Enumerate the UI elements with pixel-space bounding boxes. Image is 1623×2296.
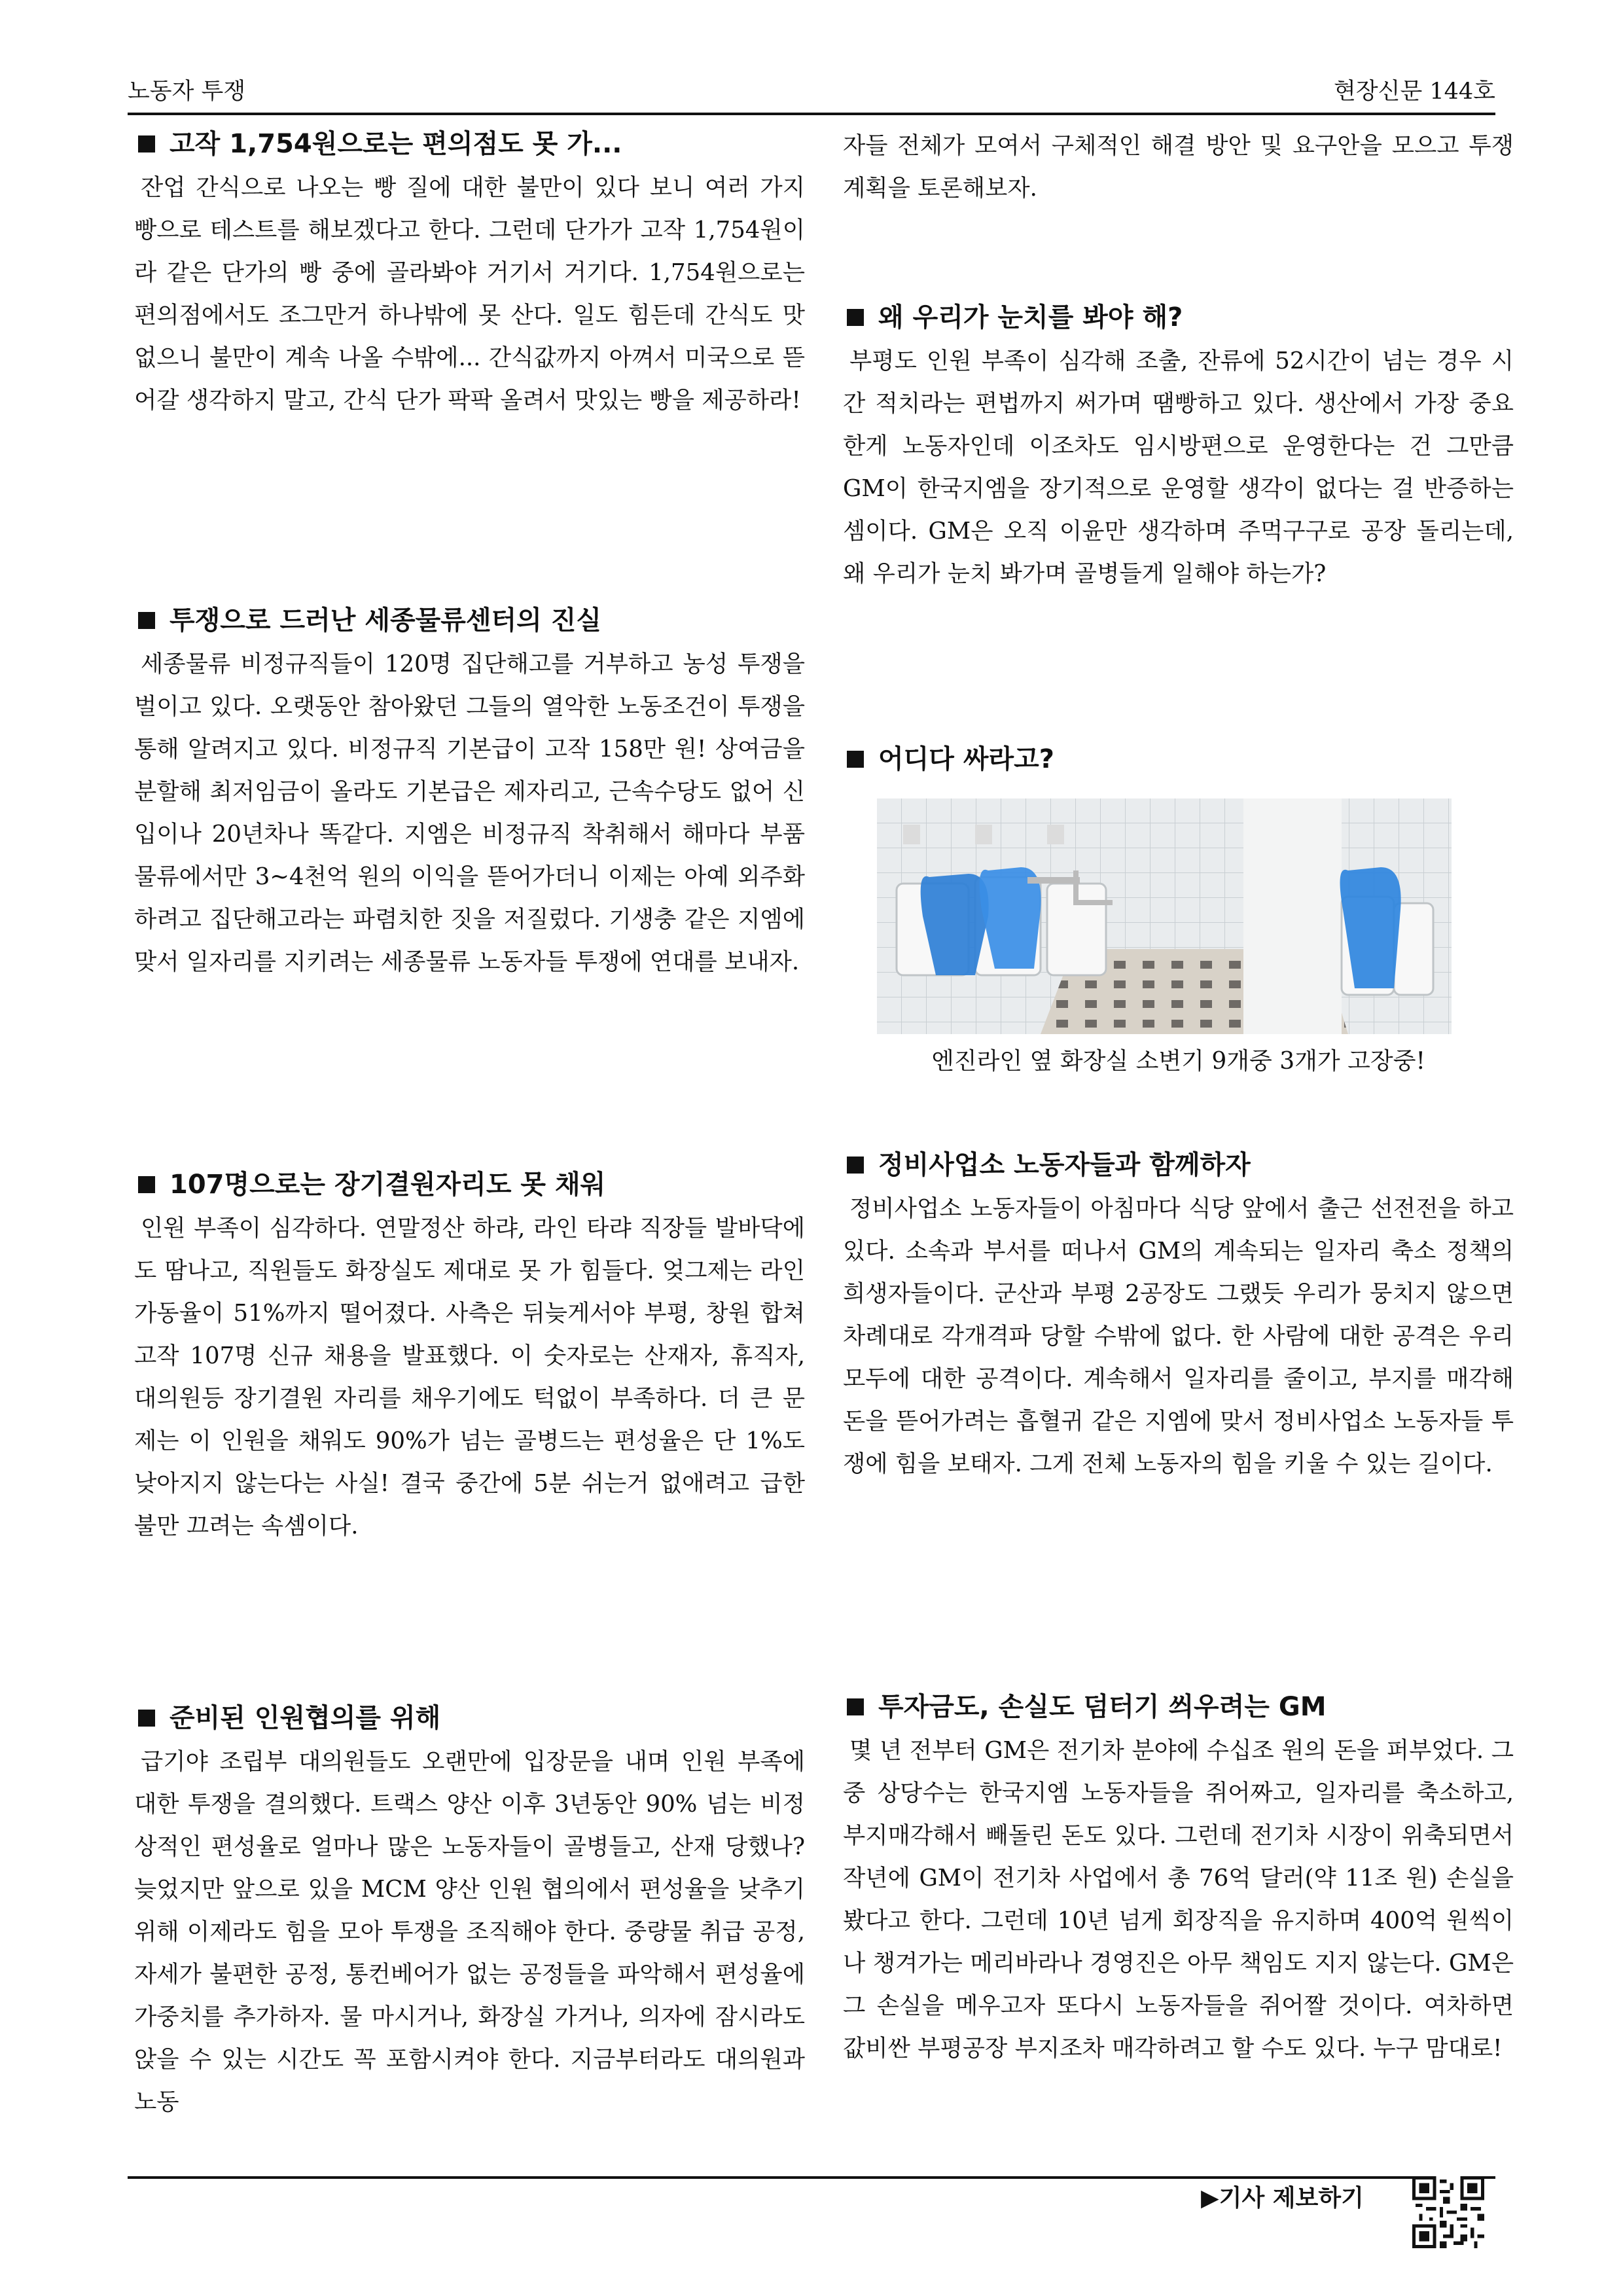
article-title: 107명으로는 장기결원자리도 못 채워 xyxy=(134,1165,805,1204)
bullet-square-icon xyxy=(138,135,155,152)
article-body: 부평도 인원 부족이 심각해 조출, 잔류에 52시간이 넘는 경우 시간 적치라는 편법까지 써가며 땜빵하고 있다. 생산에서 가장 중요한게 노동자인데 이조차도 임시방편으로 운영한다는 건 그만큼 GM이 한국지엠을 장기적으로 운영할 생각이 없다는 걸 반증하는 셈이다. GM은 오직 이윤만 생각하며 주먹구구로 공장 돌리는데, 왜 우리가 눈치 봐가며 골병들게 일해야 하는가? xyxy=(843,348,1514,587)
article-body: 인원 부족이 심각하다. 연말정산 하랴, 라인 타랴 직장들 발바닥에도 땀나고, 직원들도 화장실도 제대로 못 가 힘들다. 엊그제는 라인 가동율이 51%까지 떨어졌다. 사측은 뒤늦게서야 부평, 창원 합쳐 고작 107명 신규 채용을 발표했다. 이 숫자로는 산재자, 휴직자, 대의원등 장기결원 자리를 채우기에도 턱없이 부족하다. 더 큰 문제는 이 인원을 채워도 90%가 넘는 골병드는 편성율은 단 1%도 낮아지지 않는다는 사실! 결국 중간에 5분 쉬는거 없애려고 급한 불만 끄려는 속셈이다. xyxy=(134,1215,805,1539)
article-body: 급기야 조립부 대의원들도 오랜만에 입장문을 내며 인원 부족에 대한 투쟁을 결의했다. 트랙스 양산 이후 3년동안 90% 넘는 비정상적인 편성율로 얼마나 많은 노동자들이 골병들고, 산재 당했나? 늦었지만 앞으로 있을 MCM 양산 인원 협의에서 편성율을 낮추기 위해 이제라도 힘을 모아 투쟁을 조직해야 한다. 중량물 취급 공정, 자세가 불편한 공정, 통컨베어가 없는 공정들을 파악해서 편성율에 가중치를 추가하자. 물 마시거나, 화장실 가거나, 의자에 잠시라도 앉을 수 있는 시간도 꼭 포함시켜야 한다. 지금부터라도 대의원과 노동 xyxy=(134,1748,805,2115)
header-issue-number: 현장신문 144호 xyxy=(1334,79,1495,105)
article-snack xyxy=(134,124,805,422)
article-body: 자들 전체가 모여서 구체적인 해결 방안 및 요구안을 모으고 투쟁계획을 토론해보자. xyxy=(843,132,1514,202)
toilet-photo xyxy=(877,798,1452,1034)
footer-divider xyxy=(128,2176,1495,2179)
article-title: 투쟁으로 드러난 세종물류센터의 진실 xyxy=(134,601,805,640)
article-body: 정비사업소 노동자들이 아침마다 식당 앞에서 출근 선전전을 하고 있다. 소속과 부서를 떠나서 GM의 계속되는 일자리 축소 정책의 희생자들이다. 군산과 부평 2공장도 그랬듯 우리가 뭉치지 않으면 차례대로 각개격파 당할 수밖에 없다. 한 사람에 대한 공격은 우리 모두에 대한 공격이다. 계속해서 일자리를 줄이고, 부지를 매각해 돈을 뜯어가려는 흡혈귀 같은 지엠에 맞서 정비사업소 노동자들 투쟁에 힘을 보태자. 그게 전체 노동자의 힘을 키울 수 있는 길이다. xyxy=(843,1195,1514,1477)
article-body: 세종물류 비정규직들이 120명 집단해고를 거부하고 농성 투쟁을 벌이고 있다. 오랫동안 참아왔던 그들의 열악한 노동조건이 투쟁을 통해 알려지고 있다. 비정규직 기본급이 고작 158만 원! 상여금을 분할해 최저임금이 올라도 기본급은 제자리고, 근속수당도 없어 신입이나 20년차나 똑같다. 지엠은 비정규직 착취해서 해마다 부품물류에서만 3~4천억 원의 이익을 뜯어가더니 이제는 아예 외주화하려고 집단해고라는 파렴치한 짓을 저질렀다. 기생충 같은 지엠에 맞서 일자리를 지키려는 세종물류 노동자들 투쟁에 연대를 보내자. xyxy=(134,651,805,975)
bullet-square-icon xyxy=(847,1157,864,1174)
bullet-square-icon xyxy=(847,309,864,326)
news-tip-link[interactable]: ▶기사 제보하기 xyxy=(1201,2185,1364,2212)
article-body: 몇 년 전부터 GM은 전기차 분야에 수십조 원의 돈을 퍼부었다. 그중 상당수는 한국지엠 노동자들을 쥐어짜고, 일자리를 축소하고, 부지매각해서 빼돌린 돈도 있다. 그런데 전기차 시장이 위축되면서 작년에 GM이 전기차 사업에서 총 76억 달러(약 11조 원) 손실을 봤다고 한다. 그런데 10년 넘게 회장직을 유지하며 400억 원씩이나 챙겨가는 메리바라나 경영진은 아무 책임도 지지 않는다. GM은 그 손실을 메우고자 또다시 노동자들을 쥐어짤 것이다. 여차하면 값비싼 부평공장 부지조차 매각하려고 할 수도 있다. 누구 맘대로! xyxy=(843,1737,1514,2062)
qr-code-icon[interactable] xyxy=(1412,2176,1484,2248)
article-title: 준비된 인원협의를 위해 xyxy=(134,1698,805,1738)
bullet-square-icon xyxy=(138,612,155,629)
article-title: 투자금도, 손실도 덤터기 씌우려는 GM xyxy=(843,1687,1514,1727)
article-sejong-logistics xyxy=(134,601,805,983)
bullet-square-icon xyxy=(138,1176,155,1193)
article-title: 고작 1,754원으로는 편의점도 못 가... xyxy=(134,124,805,164)
header-section-name: 노동자 투쟁 xyxy=(128,79,246,105)
article-title: 어디다 싸라고? xyxy=(843,740,1514,779)
article-service-center xyxy=(843,1145,1514,1485)
article-body: 잔업 간식으로 나오는 빵 질에 대한 불만이 있다 보니 여러 가지 빵으로 테스트를 해보겠다고 한다. 그런데 단가가 고작 1,754원이라 같은 단가의 빵 중에 골라봐야 거기서 거기다. 1,754원으로는 편의점에서도 조그만거 하나밖에 못 산다. 일도 힘든데 간식도 맛없으니 불만이 계속 나올 수밖에... 간식값까지 아껴서 미국으로 뜯어갈 생각하지 말고, 간식 단가 팍팍 올려서 맛있는 빵을 제공하라! xyxy=(134,174,805,414)
photo-caption: 엔진라인 옆 화장실 소변기 9개중 3개가 고장중! xyxy=(931,1048,1425,1075)
article-107-hires xyxy=(134,1165,805,1547)
article-gm-losses xyxy=(843,1687,1514,2070)
page-header xyxy=(128,72,1495,115)
article-toilet xyxy=(843,740,1514,781)
article-staffing-talks xyxy=(134,1698,805,2123)
article-title: 왜 우리가 눈치를 봐야 해? xyxy=(843,298,1514,337)
bullet-square-icon xyxy=(138,1710,155,1727)
article-why-watch xyxy=(843,298,1514,595)
article-title: 정비사업소 노동자들과 함께하자 xyxy=(843,1145,1514,1185)
article-continuation xyxy=(843,124,1514,209)
bullet-square-icon xyxy=(847,751,864,768)
bullet-square-icon xyxy=(847,1698,864,1715)
